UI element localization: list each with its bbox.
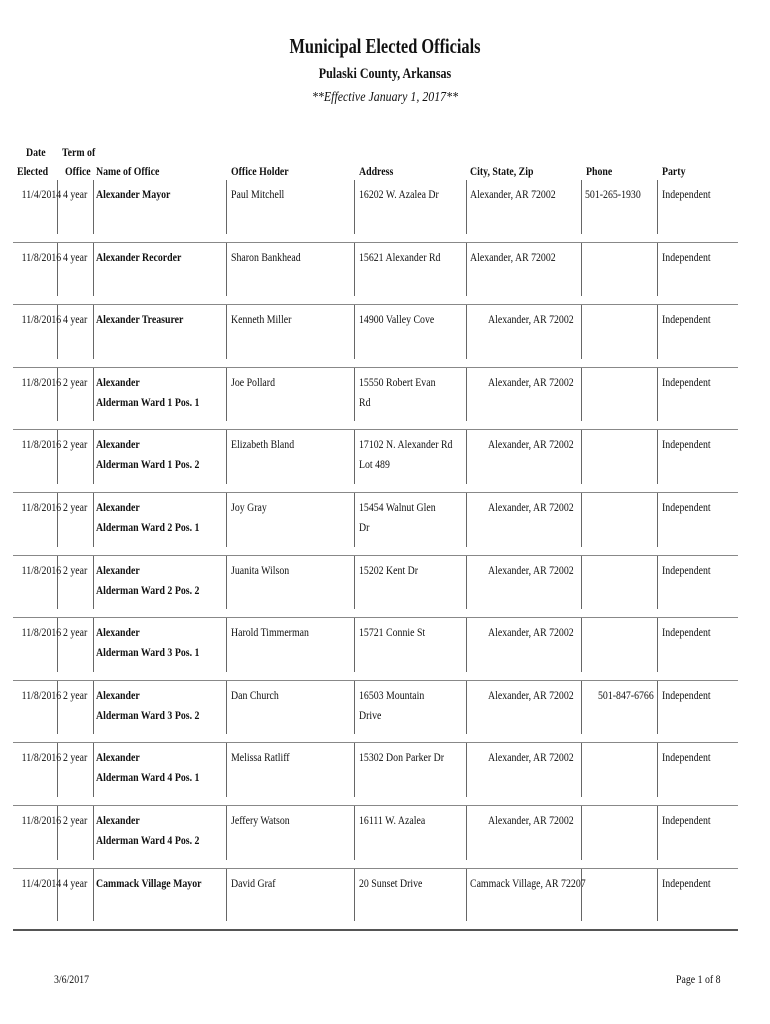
party: Independent [662, 312, 711, 327]
table-row [13, 556, 738, 619]
address: 16503 Mountain Drive [359, 687, 425, 722]
office-name: Alexander Alderman Ward 1 Pos. 2 [96, 437, 200, 472]
office-holder: Dan Church [231, 687, 279, 702]
city-state-zip: Alexander, AR 72002 [488, 562, 574, 577]
term-of-office: 4 year [63, 875, 88, 890]
party: Independent [662, 499, 711, 514]
date-elected: 11/4/2014 [21, 187, 62, 201]
office-name: Cammack Village Mayor [96, 875, 202, 890]
date-elected: 11/8/2016 [21, 750, 62, 765]
date-elected: 11/8/2016 [21, 374, 62, 389]
header-date-line1: Date [26, 145, 46, 159]
office-name: Alexander Alderman Ward 3 Pos. 1 [96, 625, 200, 660]
officials-table [13, 180, 738, 931]
table-row [13, 368, 738, 431]
phone: 501-847-6766 [598, 687, 654, 702]
office-holder: Sharon Bankhead [231, 249, 301, 264]
header-party: Party [662, 164, 686, 178]
office-holder: David Graf [231, 875, 276, 890]
office-name: Alexander Alderman Ward 3 Pos. 2 [96, 687, 200, 722]
office-holder: Melissa Ratliff [231, 750, 290, 765]
date-elected: 11/8/2016 [21, 499, 62, 514]
term-of-office: 4 year [63, 249, 88, 264]
date-elected: 11/8/2016 [21, 562, 62, 577]
header-term-line1: Term of [62, 145, 96, 159]
office-holder: Juanita Wilson [231, 562, 290, 577]
table-row [13, 243, 738, 306]
office-holder: Harold Timmerman [231, 625, 309, 640]
address: 15454 Walnut Glen Dr [359, 499, 436, 534]
term-of-office: 4 year [63, 312, 88, 327]
address: 14900 Valley Cove [359, 312, 435, 327]
date-elected: 11/8/2016 [21, 437, 62, 452]
party: Independent [662, 187, 711, 201]
address: 15721 Connie St [359, 625, 426, 640]
party: Independent [662, 750, 711, 765]
party: Independent [662, 812, 711, 827]
term-of-office: 2 year [63, 374, 88, 389]
table-row [13, 430, 738, 493]
city-state-zip: Alexander, AR 72002 [488, 625, 574, 640]
address: 20 Sunset Drive [359, 875, 423, 890]
address: 15302 Don Parker Dr [359, 750, 444, 765]
date-elected: 11/8/2016 [21, 249, 62, 264]
party: Independent [662, 374, 711, 389]
table-row [13, 618, 738, 681]
office-name: Alexander Alderman Ward 4 Pos. 2 [96, 812, 200, 847]
effective-date-note: **Effective January 1, 2017** [311, 90, 459, 105]
table-row [13, 681, 738, 744]
term-of-office: 2 year [63, 750, 88, 765]
city-state-zip: Alexander, AR 72002 [488, 750, 574, 765]
table-row [13, 305, 738, 368]
city-state-zip: Alexander, AR 72002 [488, 687, 574, 702]
footer-print-date: 3/6/2017 [54, 972, 89, 986]
term-of-office: 4 year [63, 187, 88, 201]
header-phone: Phone [586, 164, 613, 178]
party: Independent [662, 249, 711, 264]
office-holder: Kenneth Miller [231, 312, 292, 327]
address: 16111 W. Azalea [359, 812, 426, 827]
phone: 501-265-1930 [585, 187, 641, 201]
city-state-zip: Alexander, AR 72002 [488, 437, 574, 452]
document-title: Municipal Elected Officials [289, 34, 481, 58]
office-name: Alexander Alderman Ward 4 Pos. 1 [96, 750, 200, 785]
city-state-zip: Cammack Village, AR 72207 [470, 875, 586, 890]
address: 15621 Alexander Rd [359, 249, 441, 264]
party: Independent [662, 437, 711, 452]
address: 15202 Kent Dr [359, 562, 419, 577]
date-elected: 11/8/2016 [21, 687, 62, 702]
office-name: Alexander Alderman Ward 1 Pos. 1 [96, 374, 200, 409]
party: Independent [662, 687, 711, 702]
city-state-zip: Alexander, AR 72002 [488, 312, 574, 327]
address: 17102 N. Alexander Rd Lot 489 [359, 437, 453, 472]
header-term-line2: Office [65, 164, 91, 178]
header-office-holder: Office Holder [231, 164, 289, 178]
term-of-office: 2 year [63, 812, 88, 827]
table-row [13, 493, 738, 556]
header-city-state-zip: City, State, Zip [470, 164, 534, 178]
office-holder: Joe Pollard [231, 374, 276, 389]
city-state-zip: Alexander, AR 72002 [488, 812, 574, 827]
party: Independent [662, 562, 711, 577]
city-state-zip: Alexander, AR 72002 [488, 374, 574, 389]
office-name: Alexander Treasurer [96, 312, 184, 327]
address: 16202 W. Azalea Dr [359, 187, 439, 201]
party: Independent [662, 875, 711, 890]
city-state-zip: Alexander, AR 72002 [470, 249, 556, 264]
office-name: Alexander Recorder [96, 249, 182, 264]
table-row [13, 869, 738, 931]
header-address: Address [359, 164, 394, 178]
term-of-office: 2 year [63, 437, 88, 452]
date-elected: 11/8/2016 [21, 812, 62, 827]
term-of-office: 2 year [63, 687, 88, 702]
footer-page-number: Page 1 of 8 [676, 972, 721, 986]
office-name: Alexander Alderman Ward 2 Pos. 1 [96, 499, 200, 534]
office-holder: Jeffery Watson [231, 812, 290, 827]
office-holder: Paul Mitchell [231, 187, 285, 201]
date-elected: 11/4/2014 [21, 875, 62, 890]
header-name-of-office: Name of Office [96, 164, 160, 178]
table-row [13, 180, 738, 243]
header-date-line2: Elected [17, 164, 49, 178]
term-of-office: 2 year [63, 625, 88, 640]
term-of-office: 2 year [63, 562, 88, 577]
party: Independent [662, 625, 711, 640]
document-subtitle: Pulaski County, Arkansas [318, 66, 452, 82]
office-holder: Elizabeth Bland [231, 437, 295, 452]
office-name: Alexander Alderman Ward 2 Pos. 2 [96, 562, 200, 597]
address: 15550 Robert Evan Rd [359, 374, 436, 409]
term-of-office: 2 year [63, 499, 88, 514]
table-row [13, 743, 738, 806]
table-row [13, 806, 738, 869]
office-name: Alexander Mayor [96, 187, 171, 201]
city-state-zip: Alexander, AR 72002 [488, 499, 574, 514]
city-state-zip: Alexander, AR 72002 [470, 187, 556, 201]
date-elected: 11/8/2016 [21, 312, 62, 327]
office-holder: Joy Gray [231, 499, 267, 514]
date-elected: 11/8/2016 [21, 625, 62, 640]
